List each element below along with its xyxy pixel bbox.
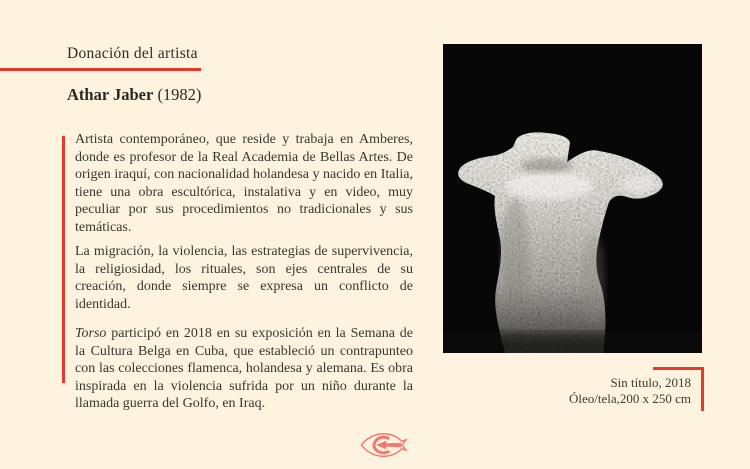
artist-year: (1982) xyxy=(153,85,202,104)
title-underline-rule xyxy=(0,68,201,71)
bio-paragraph-3 xyxy=(75,325,413,413)
artwork-title-inline: Torso xyxy=(75,326,107,341)
gallery-logo-icon xyxy=(359,430,408,460)
bio-paragraph-1: Artista contemporáneo, que reside y trabaja en Amberes, donde es profesor de la Real Academia de Bellas Artes. De origen iraquí, con nacionalidad holandesa y nacido en Italia, tiene una obra escultórica, instalativa y en video, muy peculiar por sus procedimientos no tradicionales y sus temáticas. xyxy=(75,132,413,235)
caption-bracket-top-rule xyxy=(653,367,704,370)
caption-bracket-side-rule xyxy=(701,367,704,411)
artist-name: Athar Jaber xyxy=(67,85,154,104)
torso-sculpture-image xyxy=(443,44,702,353)
bio-paragraph-3-text: participó en 2018 en su exposición en la Semana de la Cultura Belga en Cuba, que estableció un contrapunteo con las colecciones flamenca, holandesa y alemana. Es obra inspirada en la violencia sufrida por un niño durante la llamada guerra del Golfo, en Iraq. xyxy=(75,326,413,411)
bio-accent-bar xyxy=(62,136,65,383)
section-title: Donación del artista xyxy=(67,45,198,62)
bio-paragraph-2: La migración, la violencia, las estrategias de supervivencia, la religiosidad, los rituales, son ejes centrales de su creación, donde siempre se expresa un conflicto de identidad. xyxy=(75,244,413,312)
artist-bio xyxy=(75,131,413,420)
artwork-caption-title: Sin título, 2018 xyxy=(610,375,691,390)
artwork-caption-medium: Óleo/tela,200 x 250 cm xyxy=(568,390,691,406)
artwork-caption xyxy=(569,375,691,406)
artwork-photo xyxy=(443,44,702,353)
artist-heading xyxy=(67,85,201,105)
